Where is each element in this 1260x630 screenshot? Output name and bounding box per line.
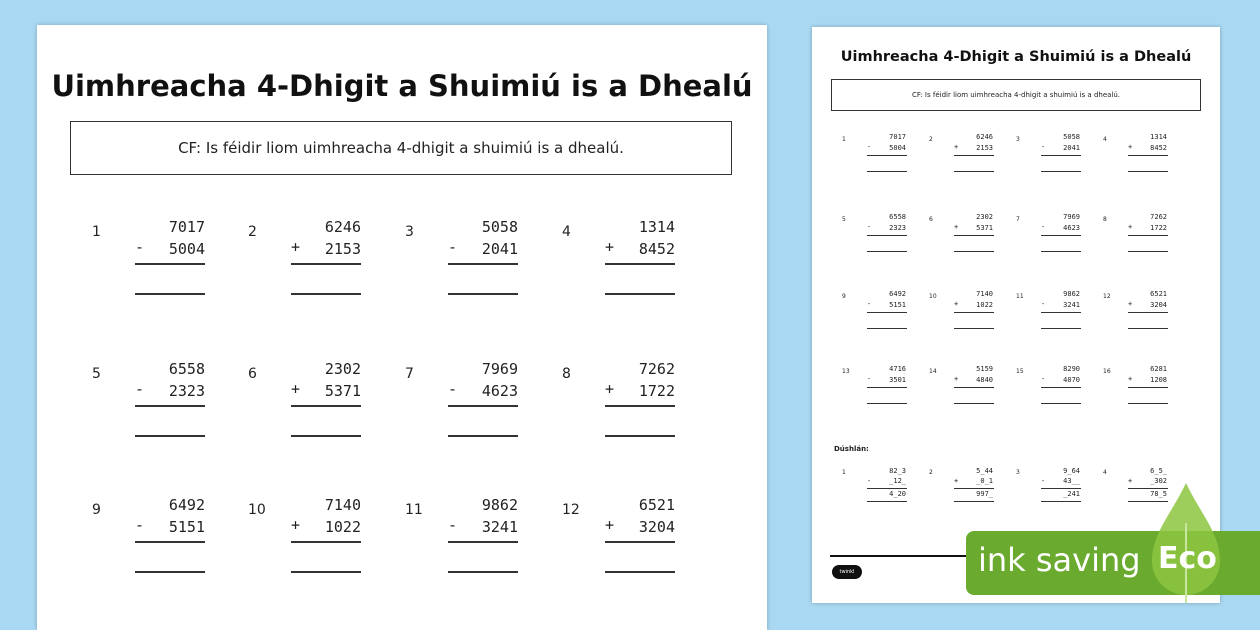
problem xyxy=(405,496,565,576)
answer-line-bottom xyxy=(867,251,907,252)
problem-number: 1 xyxy=(92,224,101,240)
answer-line-bottom xyxy=(867,328,907,329)
first-operand: 6558 xyxy=(889,213,906,221)
second-operand: 4840 xyxy=(976,376,993,384)
line-top xyxy=(954,488,994,489)
result: 4_20 xyxy=(889,490,906,498)
problem-small xyxy=(1103,213,1173,263)
first-operand: 7140 xyxy=(324,496,361,514)
result: 997_ xyxy=(976,490,993,498)
first-operand: 7969 xyxy=(1063,213,1080,221)
problem-small xyxy=(842,213,912,263)
line-bottom xyxy=(954,501,994,502)
problem-small xyxy=(1016,290,1086,340)
answer-line-top xyxy=(1041,235,1081,236)
second-operand: 1722 xyxy=(638,382,675,400)
second-operand: 5151 xyxy=(168,518,205,536)
problem-small xyxy=(1016,213,1086,263)
operator-sign: + xyxy=(291,238,301,256)
operator-sign: + xyxy=(605,238,615,256)
answer-line-bottom xyxy=(954,171,994,172)
operator-sign: - xyxy=(867,143,872,151)
problem-number: 8 xyxy=(562,366,571,382)
answer-line-top xyxy=(135,405,205,407)
eco-text: Eco xyxy=(1158,541,1217,576)
second-operand: 43__ xyxy=(1063,477,1080,485)
problem-number: 5 xyxy=(92,366,101,382)
operator-sign: - xyxy=(135,238,145,256)
second-operand: 5004 xyxy=(168,240,205,258)
first-operand: 5058 xyxy=(481,218,518,236)
answer-line-bottom xyxy=(954,328,994,329)
second-operand: 5151 xyxy=(889,301,906,309)
problem-number: 7 xyxy=(1016,216,1020,223)
second-operand: 2153 xyxy=(976,144,993,152)
answer-line-top xyxy=(867,312,907,313)
answer-line-top xyxy=(135,541,205,543)
second-operand: _302 xyxy=(1150,477,1167,485)
problem-number: 9 xyxy=(842,293,846,300)
problem-small xyxy=(842,133,912,183)
twinkl-logo: twinkl xyxy=(832,565,862,579)
operator-sign: - xyxy=(135,516,145,534)
second-operand: 3501 xyxy=(889,376,906,384)
second-operand: 2041 xyxy=(481,240,518,258)
problem xyxy=(248,218,408,298)
operator-sign: - xyxy=(448,516,458,534)
first-operand: 6246 xyxy=(976,133,993,141)
first-operand: 7969 xyxy=(481,360,518,378)
first-operand: 6_5_ xyxy=(1150,467,1167,475)
problem-small xyxy=(842,365,912,415)
answer-line-top xyxy=(291,405,361,407)
problem-number: 2 xyxy=(248,224,257,240)
answer-line-top xyxy=(1041,387,1081,388)
operator-sign: - xyxy=(1041,223,1046,231)
operator-sign: + xyxy=(954,300,959,308)
problem-number: 8 xyxy=(1103,216,1107,223)
first-operand: 6281 xyxy=(1150,365,1167,373)
operator-sign: + xyxy=(605,380,615,398)
answer-line-top xyxy=(1128,235,1168,236)
problem-number: 1 xyxy=(842,136,846,143)
problem-number: 14 xyxy=(929,368,937,375)
footer-line xyxy=(830,555,980,557)
problem-small xyxy=(929,133,999,183)
problem xyxy=(405,218,565,298)
answer-line-bottom xyxy=(135,293,205,295)
second-operand: 8452 xyxy=(1150,144,1167,152)
first-operand: 9862 xyxy=(481,496,518,514)
problem xyxy=(562,360,722,440)
answer-line-top xyxy=(1041,155,1081,156)
problem-number: 15 xyxy=(1016,368,1024,375)
operator-sign: - xyxy=(1041,375,1046,383)
problem-number: 3 xyxy=(405,224,414,240)
operator-sign: + xyxy=(291,516,301,534)
operator-sign: - xyxy=(1041,477,1046,485)
answer-line-bottom xyxy=(1041,251,1081,252)
operator-sign: + xyxy=(954,375,959,383)
answer-line-top xyxy=(448,405,518,407)
answer-line-top xyxy=(291,541,361,543)
first-operand: 7140 xyxy=(976,290,993,298)
problem-small xyxy=(929,213,999,263)
line-top xyxy=(1041,488,1081,489)
problem-number: 1 xyxy=(842,469,846,476)
problem-number: 3 xyxy=(1016,136,1020,143)
second-operand: _12_ xyxy=(889,477,906,485)
answer-line-top xyxy=(1041,312,1081,313)
problem xyxy=(562,496,722,576)
first-operand: 5_44 xyxy=(976,467,993,475)
answer-line-bottom xyxy=(954,403,994,404)
problem-number: 13 xyxy=(842,368,850,375)
second-operand: 2323 xyxy=(889,224,906,232)
operator-sign: + xyxy=(605,516,615,534)
problem xyxy=(248,496,408,576)
problem-small xyxy=(929,290,999,340)
answer-line-bottom xyxy=(1128,251,1168,252)
answer-line-top xyxy=(291,263,361,265)
answer-line-bottom xyxy=(448,571,518,573)
first-operand: 7017 xyxy=(168,218,205,236)
answer-line-bottom xyxy=(1041,403,1081,404)
problem-number: 4 xyxy=(1103,469,1107,476)
answer-line-top xyxy=(448,263,518,265)
answer-line-top xyxy=(1128,312,1168,313)
first-operand: 7262 xyxy=(638,360,675,378)
operator-sign: - xyxy=(867,477,872,485)
operator-sign: - xyxy=(448,238,458,256)
answer-line-top xyxy=(605,405,675,407)
objective-box: CF: Is féidir liom uimhreacha 4-dhigit a shuimiú is a dhealú. xyxy=(70,121,732,175)
second-operand: 8452 xyxy=(638,240,675,258)
operator-sign: + xyxy=(954,477,959,485)
problem-number: 3 xyxy=(1016,469,1020,476)
page-title: Uimhreacha 4-Dhigit a Shuimiú is a Dhealú xyxy=(51,69,753,103)
first-operand: 6492 xyxy=(168,496,205,514)
second-operand: 4070 xyxy=(1063,376,1080,384)
second-operand: 5004 xyxy=(889,144,906,152)
first-operand: 6521 xyxy=(1150,290,1167,298)
first-operand: 1314 xyxy=(1150,133,1167,141)
answer-line-top xyxy=(954,312,994,313)
first-operand: 6246 xyxy=(324,218,361,236)
problem-number: 2 xyxy=(929,469,933,476)
operator-sign: - xyxy=(135,380,145,398)
first-operand: 2302 xyxy=(324,360,361,378)
answer-line-bottom xyxy=(1128,403,1168,404)
operator-sign: - xyxy=(448,380,458,398)
answer-line-top xyxy=(867,235,907,236)
operator-sign: - xyxy=(1041,143,1046,151)
answer-line-top xyxy=(954,155,994,156)
operator-sign: + xyxy=(1128,477,1133,485)
problem-small xyxy=(929,365,999,415)
problem xyxy=(248,360,408,440)
answer-line-bottom xyxy=(867,403,907,404)
operator-sign: + xyxy=(954,143,959,151)
line-bottom xyxy=(867,501,907,502)
challenge-label: Dúshlán: xyxy=(834,445,869,453)
answer-line-top xyxy=(605,541,675,543)
first-operand: 5159 xyxy=(976,365,993,373)
answer-line-bottom xyxy=(448,435,518,437)
second-operand: 1022 xyxy=(324,518,361,536)
worksheet-preview-large xyxy=(37,25,767,630)
second-operand: 1022 xyxy=(976,301,993,309)
problem-number: 6 xyxy=(248,366,257,382)
page-title-small: Uimhreacha 4-Dhigit a Shuimiú is a Dhealú xyxy=(840,49,1192,65)
first-operand: 6558 xyxy=(168,360,205,378)
answer-line-top xyxy=(867,155,907,156)
answer-line-top xyxy=(135,263,205,265)
answer-line-top xyxy=(867,387,907,388)
first-operand: 2302 xyxy=(976,213,993,221)
first-operand: 7017 xyxy=(889,133,906,141)
answer-line-top xyxy=(1128,387,1168,388)
answer-line-bottom xyxy=(135,571,205,573)
answer-line-bottom xyxy=(605,435,675,437)
problem-number: 9 xyxy=(92,502,101,518)
first-operand: 9_64 xyxy=(1063,467,1080,475)
second-operand: 5371 xyxy=(324,382,361,400)
problem-number: 11 xyxy=(1016,293,1024,300)
problem-number: 12 xyxy=(1103,293,1111,300)
problem-number: 2 xyxy=(929,136,933,143)
problem-small xyxy=(1016,365,1086,415)
second-operand: 3204 xyxy=(638,518,675,536)
answer-line-bottom xyxy=(1041,171,1081,172)
problem xyxy=(92,496,252,576)
problem-number: 5 xyxy=(842,216,846,223)
second-operand: 3204 xyxy=(1150,301,1167,309)
answer-line-bottom xyxy=(867,171,907,172)
first-operand: 8290 xyxy=(1063,365,1080,373)
operator-sign: - xyxy=(867,223,872,231)
second-operand: 3241 xyxy=(1063,301,1080,309)
line-bottom xyxy=(1041,501,1081,502)
second-operand: 1722 xyxy=(1150,224,1167,232)
operator-sign: + xyxy=(1128,223,1133,231)
second-operand: 2153 xyxy=(324,240,361,258)
answer-line-bottom xyxy=(1041,328,1081,329)
second-operand: 2323 xyxy=(168,382,205,400)
problem-number: 6 xyxy=(929,216,933,223)
ink-saving-text: ink saving xyxy=(978,541,1141,579)
first-operand: 4716 xyxy=(889,365,906,373)
problem-small xyxy=(1103,365,1173,415)
answer-line-bottom xyxy=(605,293,675,295)
answer-line-bottom xyxy=(605,571,675,573)
operator-sign: - xyxy=(1041,300,1046,308)
problem-number: 10 xyxy=(929,293,937,300)
problem-small xyxy=(1103,290,1173,340)
answer-line-bottom xyxy=(291,435,361,437)
second-operand: 2041 xyxy=(1063,144,1080,152)
problem-number: 10 xyxy=(248,502,266,518)
problem-small xyxy=(1016,133,1086,183)
result: _241 xyxy=(1063,490,1080,498)
first-operand: 82_3 xyxy=(889,467,906,475)
second-operand: 4623 xyxy=(1063,224,1080,232)
problem-small xyxy=(842,290,912,340)
problem xyxy=(92,218,252,298)
answer-line-top xyxy=(605,263,675,265)
problem-small xyxy=(1103,133,1173,183)
problem-number: 4 xyxy=(1103,136,1107,143)
answer-line-top xyxy=(954,387,994,388)
problem-number: 11 xyxy=(405,502,423,518)
challenge-problem xyxy=(929,467,999,517)
answer-line-bottom xyxy=(291,571,361,573)
answer-line-bottom xyxy=(1128,171,1168,172)
challenge-problem xyxy=(842,467,912,517)
first-operand: 9862 xyxy=(1063,290,1080,298)
problem xyxy=(92,360,252,440)
operator-sign: + xyxy=(1128,300,1133,308)
problem-number: 4 xyxy=(562,224,571,240)
first-operand: 7262 xyxy=(1150,213,1167,221)
first-operand: 1314 xyxy=(638,218,675,236)
operator-sign: - xyxy=(867,300,872,308)
first-operand: 6492 xyxy=(889,290,906,298)
operator-sign: + xyxy=(1128,143,1133,151)
problem xyxy=(562,218,722,298)
problem-number: 16 xyxy=(1103,368,1111,375)
first-operand: 6521 xyxy=(638,496,675,514)
operator-sign: + xyxy=(954,223,959,231)
operator-sign: - xyxy=(867,375,872,383)
line-top xyxy=(867,488,907,489)
second-operand: 4623 xyxy=(481,382,518,400)
answer-line-top xyxy=(1128,155,1168,156)
operator-sign: + xyxy=(291,380,301,398)
second-operand: 1208 xyxy=(1150,376,1167,384)
problem xyxy=(405,360,565,440)
operator-sign: + xyxy=(1128,375,1133,383)
problem-number: 7 xyxy=(405,366,414,382)
answer-line-bottom xyxy=(448,293,518,295)
objective-box-small: CF: Is féidir liom uimhreacha 4-dhigit a shuimiú is a dhealú. xyxy=(831,79,1201,111)
first-operand: 5058 xyxy=(1063,133,1080,141)
result: 78_5 xyxy=(1150,490,1167,498)
second-operand: 3241 xyxy=(481,518,518,536)
second-operand: 5371 xyxy=(976,224,993,232)
answer-line-bottom xyxy=(1128,328,1168,329)
problem-number: 12 xyxy=(562,502,580,518)
answer-line-top xyxy=(954,235,994,236)
challenge-problem xyxy=(1016,467,1086,517)
answer-line-bottom xyxy=(954,251,994,252)
second-operand: _0_1 xyxy=(976,477,993,485)
answer-line-bottom xyxy=(135,435,205,437)
answer-line-top xyxy=(448,541,518,543)
answer-line-bottom xyxy=(291,293,361,295)
